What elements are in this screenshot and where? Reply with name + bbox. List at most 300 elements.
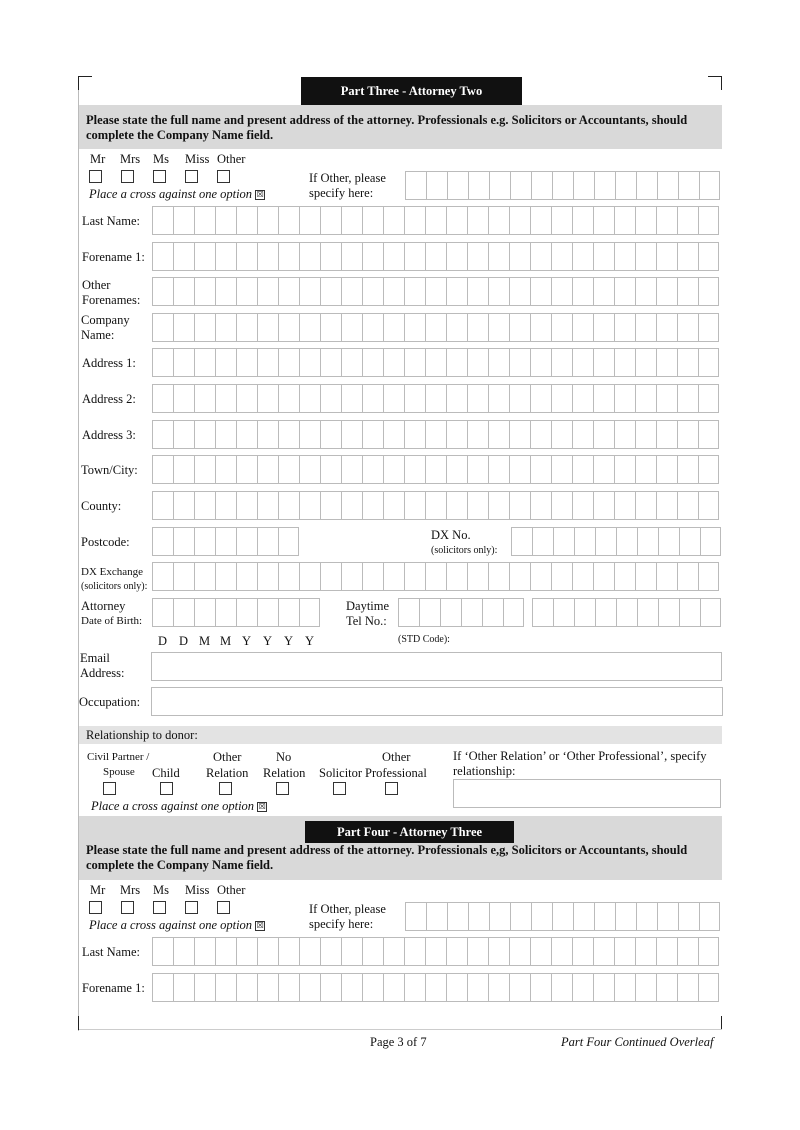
char-cell[interactable] xyxy=(678,171,699,200)
char-cell[interactable] xyxy=(383,277,404,306)
char-cell[interactable] xyxy=(362,206,383,235)
char-cell[interactable] xyxy=(446,277,467,306)
other-forenames-input[interactable] xyxy=(152,277,719,306)
char-cell[interactable] xyxy=(510,171,531,200)
char-cell[interactable] xyxy=(656,277,677,306)
char-cell[interactable] xyxy=(467,348,488,377)
char-cell[interactable] xyxy=(677,277,698,306)
char-cell[interactable] xyxy=(489,902,510,931)
char-cell[interactable] xyxy=(404,277,425,306)
char-cell[interactable] xyxy=(404,348,425,377)
char-cell[interactable] xyxy=(679,598,700,627)
char-cell[interactable] xyxy=(699,171,720,200)
char-cell[interactable] xyxy=(320,562,341,591)
town-input[interactable] xyxy=(152,455,719,484)
char-cell[interactable] xyxy=(614,277,635,306)
char-cell[interactable] xyxy=(488,206,509,235)
char-cell[interactable] xyxy=(656,348,677,377)
char-cell[interactable] xyxy=(236,562,257,591)
char-cell[interactable] xyxy=(173,937,194,966)
char-cell[interactable] xyxy=(595,598,616,627)
char-cell[interactable] xyxy=(698,206,719,235)
char-cell[interactable] xyxy=(553,527,574,556)
char-cell[interactable] xyxy=(341,206,362,235)
char-cell[interactable] xyxy=(635,348,656,377)
char-cell[interactable] xyxy=(488,420,509,449)
p4-title-mrs-checkbox[interactable] xyxy=(121,901,134,914)
char-cell[interactable] xyxy=(320,348,341,377)
char-cell[interactable] xyxy=(635,973,656,1002)
char-cell[interactable] xyxy=(446,562,467,591)
char-cell[interactable] xyxy=(572,206,593,235)
p4-other-title-input[interactable] xyxy=(405,902,720,931)
char-cell[interactable] xyxy=(173,277,194,306)
char-cell[interactable] xyxy=(404,242,425,271)
char-cell[interactable] xyxy=(572,420,593,449)
char-cell[interactable] xyxy=(467,242,488,271)
char-cell[interactable] xyxy=(614,491,635,520)
char-cell[interactable] xyxy=(446,242,467,271)
char-cell[interactable] xyxy=(215,277,236,306)
char-cell[interactable] xyxy=(467,491,488,520)
char-cell[interactable] xyxy=(677,420,698,449)
char-cell[interactable] xyxy=(530,242,551,271)
char-cell[interactable] xyxy=(488,455,509,484)
char-cell[interactable] xyxy=(362,277,383,306)
char-cell[interactable] xyxy=(383,420,404,449)
char-cell[interactable] xyxy=(467,562,488,591)
char-cell[interactable] xyxy=(446,420,467,449)
char-cell[interactable] xyxy=(215,973,236,1002)
char-cell[interactable] xyxy=(236,491,257,520)
char-cell[interactable] xyxy=(152,242,173,271)
char-cell[interactable] xyxy=(152,598,173,627)
char-cell[interactable] xyxy=(509,206,530,235)
char-cell[interactable] xyxy=(426,171,447,200)
char-cell[interactable] xyxy=(215,420,236,449)
char-cell[interactable] xyxy=(593,937,614,966)
char-cell[interactable] xyxy=(635,937,656,966)
char-cell[interactable] xyxy=(236,937,257,966)
char-cell[interactable] xyxy=(341,455,362,484)
rel-specify-input[interactable] xyxy=(453,779,721,808)
char-cell[interactable] xyxy=(573,171,594,200)
char-cell[interactable] xyxy=(614,562,635,591)
char-cell[interactable] xyxy=(593,206,614,235)
char-cell[interactable] xyxy=(404,937,425,966)
char-cell[interactable] xyxy=(467,384,488,413)
char-cell[interactable] xyxy=(215,384,236,413)
char-cell[interactable] xyxy=(383,348,404,377)
char-cell[interactable] xyxy=(635,277,656,306)
char-cell[interactable] xyxy=(173,491,194,520)
char-cell[interactable] xyxy=(530,348,551,377)
char-cell[interactable] xyxy=(194,455,215,484)
char-cell[interactable] xyxy=(257,562,278,591)
char-cell[interactable] xyxy=(509,562,530,591)
char-cell[interactable] xyxy=(257,491,278,520)
char-cell[interactable] xyxy=(509,491,530,520)
char-cell[interactable] xyxy=(572,242,593,271)
char-cell[interactable] xyxy=(656,937,677,966)
char-cell[interactable] xyxy=(531,902,552,931)
char-cell[interactable] xyxy=(552,171,573,200)
char-cell[interactable] xyxy=(320,206,341,235)
char-cell[interactable] xyxy=(215,348,236,377)
county-input[interactable] xyxy=(152,491,719,520)
char-cell[interactable] xyxy=(362,491,383,520)
char-cell[interactable] xyxy=(299,348,320,377)
char-cell[interactable] xyxy=(698,348,719,377)
char-cell[interactable] xyxy=(657,171,678,200)
std-code-input[interactable] xyxy=(398,598,524,627)
char-cell[interactable] xyxy=(299,420,320,449)
char-cell[interactable] xyxy=(698,242,719,271)
char-cell[interactable] xyxy=(152,455,173,484)
char-cell[interactable] xyxy=(278,598,299,627)
char-cell[interactable] xyxy=(194,348,215,377)
char-cell[interactable] xyxy=(593,973,614,1002)
char-cell[interactable] xyxy=(530,491,551,520)
char-cell[interactable] xyxy=(278,491,299,520)
char-cell[interactable] xyxy=(404,455,425,484)
char-cell[interactable] xyxy=(405,171,426,200)
char-cell[interactable] xyxy=(551,455,572,484)
char-cell[interactable] xyxy=(488,491,509,520)
char-cell[interactable] xyxy=(425,206,446,235)
char-cell[interactable] xyxy=(594,902,615,931)
char-cell[interactable] xyxy=(656,206,677,235)
char-cell[interactable] xyxy=(299,242,320,271)
char-cell[interactable] xyxy=(425,313,446,342)
char-cell[interactable] xyxy=(482,598,503,627)
char-cell[interactable] xyxy=(572,313,593,342)
char-cell[interactable] xyxy=(341,562,362,591)
char-cell[interactable] xyxy=(509,313,530,342)
char-cell[interactable] xyxy=(341,420,362,449)
char-cell[interactable] xyxy=(341,937,362,966)
char-cell[interactable] xyxy=(511,527,532,556)
char-cell[interactable] xyxy=(362,348,383,377)
char-cell[interactable] xyxy=(593,277,614,306)
char-cell[interactable] xyxy=(677,384,698,413)
char-cell[interactable] xyxy=(278,527,299,556)
char-cell[interactable] xyxy=(320,242,341,271)
char-cell[interactable] xyxy=(698,937,719,966)
char-cell[interactable] xyxy=(616,598,637,627)
char-cell[interactable] xyxy=(503,598,524,627)
char-cell[interactable] xyxy=(467,937,488,966)
char-cell[interactable] xyxy=(461,598,482,627)
char-cell[interactable] xyxy=(532,527,553,556)
char-cell[interactable] xyxy=(572,491,593,520)
char-cell[interactable] xyxy=(551,491,572,520)
char-cell[interactable] xyxy=(383,491,404,520)
char-cell[interactable] xyxy=(215,598,236,627)
char-cell[interactable] xyxy=(551,384,572,413)
char-cell[interactable] xyxy=(593,384,614,413)
char-cell[interactable] xyxy=(635,313,656,342)
char-cell[interactable] xyxy=(236,348,257,377)
char-cell[interactable] xyxy=(656,562,677,591)
char-cell[interactable] xyxy=(278,973,299,1002)
char-cell[interactable] xyxy=(594,171,615,200)
char-cell[interactable] xyxy=(383,455,404,484)
char-cell[interactable] xyxy=(551,242,572,271)
char-cell[interactable] xyxy=(257,313,278,342)
char-cell[interactable] xyxy=(637,598,658,627)
char-cell[interactable] xyxy=(362,313,383,342)
char-cell[interactable] xyxy=(551,420,572,449)
char-cell[interactable] xyxy=(278,937,299,966)
address2-input[interactable] xyxy=(152,384,719,413)
char-cell[interactable] xyxy=(614,206,635,235)
char-cell[interactable] xyxy=(636,171,657,200)
char-cell[interactable] xyxy=(173,313,194,342)
char-cell[interactable] xyxy=(551,206,572,235)
title-mrs-checkbox[interactable] xyxy=(121,170,134,183)
char-cell[interactable] xyxy=(152,562,173,591)
char-cell[interactable] xyxy=(299,384,320,413)
char-cell[interactable] xyxy=(425,455,446,484)
char-cell[interactable] xyxy=(656,384,677,413)
char-cell[interactable] xyxy=(320,937,341,966)
char-cell[interactable] xyxy=(530,937,551,966)
char-cell[interactable] xyxy=(551,973,572,1002)
char-cell[interactable] xyxy=(467,420,488,449)
char-cell[interactable] xyxy=(510,902,531,931)
char-cell[interactable] xyxy=(425,937,446,966)
char-cell[interactable] xyxy=(425,562,446,591)
char-cell[interactable] xyxy=(488,562,509,591)
rel-other-professional-checkbox[interactable] xyxy=(385,782,398,795)
char-cell[interactable] xyxy=(488,384,509,413)
char-cell[interactable] xyxy=(194,937,215,966)
char-cell[interactable] xyxy=(152,277,173,306)
char-cell[interactable] xyxy=(614,384,635,413)
tel-no-input[interactable] xyxy=(532,598,721,627)
title-ms-checkbox[interactable] xyxy=(153,170,166,183)
char-cell[interactable] xyxy=(194,598,215,627)
char-cell[interactable] xyxy=(278,242,299,271)
char-cell[interactable] xyxy=(152,937,173,966)
char-cell[interactable] xyxy=(532,598,553,627)
char-cell[interactable] xyxy=(677,562,698,591)
char-cell[interactable] xyxy=(530,206,551,235)
char-cell[interactable] xyxy=(383,313,404,342)
char-cell[interactable] xyxy=(341,313,362,342)
address1-input[interactable] xyxy=(152,348,719,377)
char-cell[interactable] xyxy=(425,242,446,271)
char-cell[interactable] xyxy=(488,313,509,342)
last-name-input[interactable] xyxy=(152,206,719,235)
char-cell[interactable] xyxy=(530,420,551,449)
char-cell[interactable] xyxy=(173,973,194,1002)
p4-forename1-input[interactable] xyxy=(152,973,719,1002)
char-cell[interactable] xyxy=(677,937,698,966)
char-cell[interactable] xyxy=(467,455,488,484)
char-cell[interactable] xyxy=(658,598,679,627)
char-cell[interactable] xyxy=(299,455,320,484)
char-cell[interactable] xyxy=(593,491,614,520)
title-mr-checkbox[interactable] xyxy=(89,170,102,183)
char-cell[interactable] xyxy=(446,455,467,484)
char-cell[interactable] xyxy=(656,455,677,484)
char-cell[interactable] xyxy=(677,455,698,484)
char-cell[interactable] xyxy=(658,527,679,556)
char-cell[interactable] xyxy=(467,277,488,306)
forename1-input[interactable] xyxy=(152,242,719,271)
char-cell[interactable] xyxy=(656,242,677,271)
char-cell[interactable] xyxy=(215,562,236,591)
char-cell[interactable] xyxy=(425,384,446,413)
char-cell[interactable] xyxy=(467,313,488,342)
char-cell[interactable] xyxy=(320,491,341,520)
char-cell[interactable] xyxy=(405,902,426,931)
char-cell[interactable] xyxy=(573,902,594,931)
char-cell[interactable] xyxy=(194,420,215,449)
char-cell[interactable] xyxy=(446,491,467,520)
char-cell[interactable] xyxy=(341,242,362,271)
char-cell[interactable] xyxy=(614,313,635,342)
char-cell[interactable] xyxy=(299,598,320,627)
char-cell[interactable] xyxy=(173,206,194,235)
char-cell[interactable] xyxy=(656,973,677,1002)
char-cell[interactable] xyxy=(509,420,530,449)
char-cell[interactable] xyxy=(194,206,215,235)
char-cell[interactable] xyxy=(404,313,425,342)
char-cell[interactable] xyxy=(551,562,572,591)
p4-title-ms-checkbox[interactable] xyxy=(153,901,166,914)
char-cell[interactable] xyxy=(677,242,698,271)
dx-no-input[interactable] xyxy=(511,527,721,556)
char-cell[interactable] xyxy=(362,455,383,484)
char-cell[interactable] xyxy=(194,973,215,1002)
other-title-input[interactable] xyxy=(405,171,720,200)
char-cell[interactable] xyxy=(299,491,320,520)
char-cell[interactable] xyxy=(236,242,257,271)
char-cell[interactable] xyxy=(446,206,467,235)
char-cell[interactable] xyxy=(383,937,404,966)
char-cell[interactable] xyxy=(194,313,215,342)
char-cell[interactable] xyxy=(656,491,677,520)
char-cell[interactable] xyxy=(194,491,215,520)
char-cell[interactable] xyxy=(278,313,299,342)
char-cell[interactable] xyxy=(320,277,341,306)
char-cell[interactable] xyxy=(257,937,278,966)
char-cell[interactable] xyxy=(404,491,425,520)
char-cell[interactable] xyxy=(278,384,299,413)
title-other-checkbox[interactable] xyxy=(217,170,230,183)
char-cell[interactable] xyxy=(278,562,299,591)
char-cell[interactable] xyxy=(593,348,614,377)
char-cell[interactable] xyxy=(593,313,614,342)
char-cell[interactable] xyxy=(215,937,236,966)
char-cell[interactable] xyxy=(173,242,194,271)
char-cell[interactable] xyxy=(257,242,278,271)
char-cell[interactable] xyxy=(341,348,362,377)
char-cell[interactable] xyxy=(551,348,572,377)
char-cell[interactable] xyxy=(615,171,636,200)
char-cell[interactable] xyxy=(572,348,593,377)
char-cell[interactable] xyxy=(447,171,468,200)
char-cell[interactable] xyxy=(215,313,236,342)
char-cell[interactable] xyxy=(341,384,362,413)
rel-no-relation-checkbox[interactable] xyxy=(276,782,289,795)
char-cell[interactable] xyxy=(488,937,509,966)
char-cell[interactable] xyxy=(677,348,698,377)
rel-other-relation-checkbox[interactable] xyxy=(219,782,232,795)
char-cell[interactable] xyxy=(404,206,425,235)
char-cell[interactable] xyxy=(530,384,551,413)
char-cell[interactable] xyxy=(467,206,488,235)
char-cell[interactable] xyxy=(551,277,572,306)
char-cell[interactable] xyxy=(383,206,404,235)
char-cell[interactable] xyxy=(593,420,614,449)
char-cell[interactable] xyxy=(299,313,320,342)
char-cell[interactable] xyxy=(509,277,530,306)
char-cell[interactable] xyxy=(425,491,446,520)
char-cell[interactable] xyxy=(341,973,362,1002)
char-cell[interactable] xyxy=(635,206,656,235)
p4-last-name-input[interactable] xyxy=(152,937,719,966)
char-cell[interactable] xyxy=(593,455,614,484)
char-cell[interactable] xyxy=(320,313,341,342)
char-cell[interactable] xyxy=(635,491,656,520)
char-cell[interactable] xyxy=(677,206,698,235)
char-cell[interactable] xyxy=(489,171,510,200)
char-cell[interactable] xyxy=(299,562,320,591)
char-cell[interactable] xyxy=(341,277,362,306)
occupation-input[interactable] xyxy=(151,687,723,716)
char-cell[interactable] xyxy=(215,206,236,235)
char-cell[interactable] xyxy=(278,277,299,306)
char-cell[interactable] xyxy=(236,313,257,342)
char-cell[interactable] xyxy=(278,455,299,484)
char-cell[interactable] xyxy=(173,420,194,449)
char-cell[interactable] xyxy=(699,902,720,931)
char-cell[interactable] xyxy=(257,420,278,449)
char-cell[interactable] xyxy=(572,937,593,966)
rel-child-checkbox[interactable] xyxy=(160,782,173,795)
char-cell[interactable] xyxy=(152,420,173,449)
char-cell[interactable] xyxy=(194,527,215,556)
char-cell[interactable] xyxy=(700,527,721,556)
char-cell[interactable] xyxy=(299,937,320,966)
char-cell[interactable] xyxy=(446,973,467,1002)
char-cell[interactable] xyxy=(467,973,488,1002)
char-cell[interactable] xyxy=(552,902,573,931)
char-cell[interactable] xyxy=(299,206,320,235)
char-cell[interactable] xyxy=(572,973,593,1002)
char-cell[interactable] xyxy=(425,277,446,306)
p4-title-miss-checkbox[interactable] xyxy=(185,901,198,914)
char-cell[interactable] xyxy=(698,313,719,342)
char-cell[interactable] xyxy=(425,973,446,1002)
char-cell[interactable] xyxy=(678,902,699,931)
char-cell[interactable] xyxy=(383,384,404,413)
char-cell[interactable] xyxy=(173,348,194,377)
char-cell[interactable] xyxy=(194,277,215,306)
char-cell[interactable] xyxy=(572,277,593,306)
char-cell[interactable] xyxy=(404,973,425,1002)
char-cell[interactable] xyxy=(446,313,467,342)
title-miss-checkbox[interactable] xyxy=(185,170,198,183)
char-cell[interactable] xyxy=(488,242,509,271)
char-cell[interactable] xyxy=(698,384,719,413)
char-cell[interactable] xyxy=(572,455,593,484)
char-cell[interactable] xyxy=(419,598,440,627)
